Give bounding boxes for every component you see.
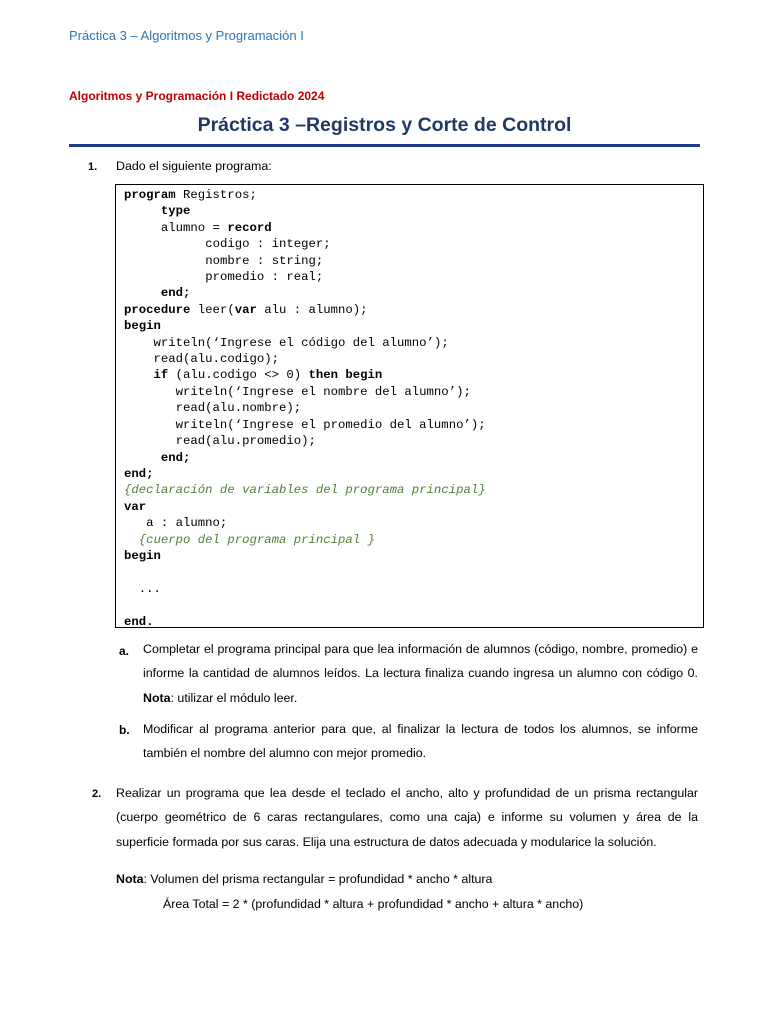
question-2-note-area: Área Total = 2 * (profundidad * altura + profundidad * ancho + altura * ancho): [163, 897, 584, 911]
item-a-note-label: Nota: [143, 690, 171, 705]
code-listing-box: [115, 184, 704, 628]
code-line: [124, 336, 449, 350]
code-keyword: end;: [160, 450, 191, 465]
code-keyword: if: [153, 368, 169, 383]
item-letter-b: b.: [119, 723, 130, 737]
code-keyword: program: [124, 188, 176, 202]
question-2-note-volume: : Volumen del prisma rectangular = profundidad * ancho * altura: [143, 872, 493, 886]
code-line: [124, 615, 154, 629]
code-keyword: var: [234, 302, 257, 317]
code-line: [124, 237, 331, 251]
code-keyword: procedure: [124, 302, 191, 317]
code-keyword: begin: [124, 319, 161, 334]
code-line: [124, 500, 146, 514]
code-line: [124, 204, 190, 218]
code-text: promedio : real;: [205, 270, 324, 285]
item-b-text: Modificar al programa anterior para que, al finalizar la lectura de todos los alumnos, se informe también el nombre del alumno con mejor promedio.: [143, 722, 698, 761]
code-text: writeln(‘Ingrese el código del alumno’);: [153, 335, 449, 350]
code-text: alumno =: [160, 220, 228, 235]
code-line: [124, 286, 190, 300]
code-line: [124, 303, 368, 317]
code-text: (alu.codigo <> 0): [168, 368, 309, 383]
code-line: [124, 516, 227, 530]
code-keyword: var: [124, 499, 147, 514]
code-text: read(alu.promedio);: [175, 434, 316, 449]
question-2-note-label: Nota: [116, 872, 144, 886]
code-keyword: end.: [124, 614, 154, 629]
code-comment: {cuerpo del programa principal }: [138, 532, 375, 547]
course-line: Algoritmos y Programación I Redictado 2024: [69, 89, 325, 103]
code-line: [124, 467, 154, 481]
question-1-text: Dado el siguiente programa:: [116, 159, 272, 173]
code-text: a : alumno;: [146, 516, 228, 531]
code-line: [124, 549, 161, 563]
item-a-text-before: Completar el programa principal para que lea información de alumnos (código, nombre, promedio) e informe la cantidad de alumnos leídos. La lectura finaliza cuando ingresa un alumno con código 0.: [143, 642, 698, 681]
question-number-1: 1.: [88, 161, 98, 173]
title-underline: [69, 144, 700, 147]
code-text: alu : alumno);: [256, 302, 368, 317]
code-line: [124, 451, 190, 465]
code-line: [124, 319, 161, 333]
code-keyword: then begin: [308, 368, 383, 383]
code-line: [124, 418, 486, 432]
running-header: Práctica 3 – Algoritmos y Programación I: [69, 28, 304, 43]
item-a-text-after: : utilizar el módulo leer.: [170, 690, 298, 705]
code-keyword: record: [227, 220, 272, 235]
code-text: leer(: [190, 302, 235, 317]
item-a-text: [143, 637, 698, 710]
code-keyword: begin: [124, 548, 161, 563]
code-text: read(alu.nombre);: [175, 401, 302, 416]
code-line: [124, 483, 486, 497]
code-line: [124, 533, 375, 547]
code-line: [124, 221, 272, 235]
code-listing: [124, 187, 486, 630]
document-title: Práctica 3 –Registros y Corte de Control: [197, 114, 572, 136]
code-line: [124, 254, 323, 268]
code-text: codigo : integer;: [205, 237, 331, 252]
question-2-note-line-1: [116, 867, 492, 891]
code-text: read(alu.codigo);: [153, 352, 279, 367]
question-2-text: Realizar un programa que lea desde el teclado el ancho, alto y profundidad de un prisma rectangular (cuerpo geométrico de 6 caras rectangulares, como una caja) e informe su volumen y área de la superficie formada por sus caras. Elija una estructura de datos adecuada y modularice la solución.: [116, 786, 698, 849]
code-text: nombre : string;: [205, 253, 324, 268]
item-letter-a: a.: [119, 644, 130, 658]
code-text: Registros;: [175, 188, 257, 202]
code-keyword: end;: [160, 286, 191, 301]
code-text: writeln(‘Ingrese el promedio del alumno’);: [175, 417, 486, 432]
code-keyword: type: [160, 204, 191, 219]
code-line: [124, 401, 301, 415]
code-line: [124, 352, 279, 366]
code-line: [124, 270, 323, 284]
code-line: [124, 368, 382, 382]
code-line: [124, 582, 161, 596]
code-keyword: end;: [124, 466, 154, 481]
code-text: ...: [138, 581, 161, 596]
code-comment: {declaración de variables del programa principal}: [124, 483, 486, 498]
code-line: [124, 434, 316, 448]
code-text: writeln(‘Ingrese el nombre del alumno’);: [175, 384, 471, 399]
question-number-2: 2.: [92, 788, 102, 800]
code-line: [124, 188, 257, 202]
code-line: [124, 385, 471, 399]
